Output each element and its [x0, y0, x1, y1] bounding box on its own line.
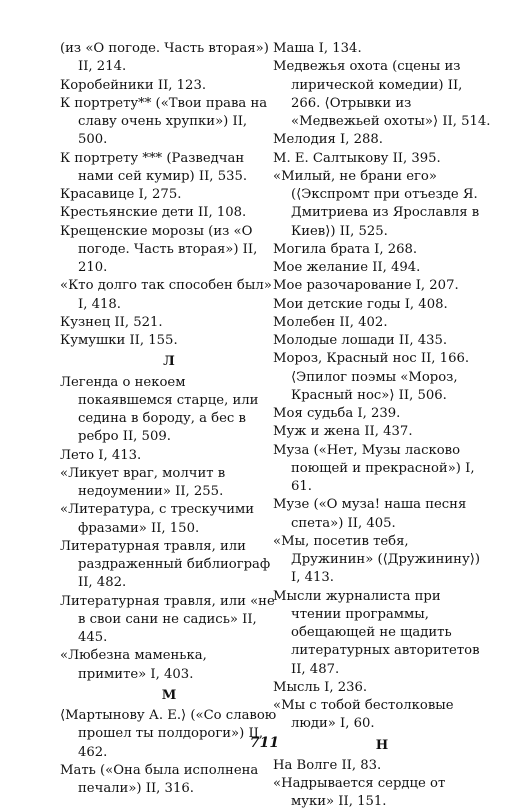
- index-entry: Литературная травля, или раздраженный библиограф II, 482.: [60, 538, 271, 591]
- index-entry: Муза («Нет, Музы ласково поющей и прекрасной») I, 61.: [273, 442, 475, 494]
- index-entry: Мысли журналиста при чтении программы, обещающей не щадить литературных авторитетов II, 487.: [273, 588, 480, 677]
- index-entry: Медвежья охота (сцены из лирической комедии) II, 266. ⟨Отрывки из «Медвежьей охоты»⟩ II, 514.: [273, 59, 491, 129]
- index-entry: «Милый, не брани его» (⟨Экспромт при отъезде Я. Дмитриева из Ярославля в Киев⟩) II, 525.: [273, 168, 480, 239]
- index-entry: Мои детские годы I, 408.: [273, 296, 448, 312]
- index-entry: «Мы, посетив тебя, Дружинин» (⟨Дружинину⟩) I, 413.: [273, 533, 481, 586]
- page-number: 711: [249, 735, 280, 751]
- index-entry: «Любезна маменька, примите» I, 403.: [60, 648, 207, 682]
- index-entry: «Литература, с трескучими фразами» II, 150.: [60, 502, 255, 536]
- index-entry: Музе («О муза! наша песня спета») II, 405.: [273, 497, 467, 531]
- index-entry: Крещенские морозы (из «О погоде. Часть вторая») II, 210.: [60, 223, 258, 275]
- index-entry: Мое желание II, 494.: [273, 260, 421, 275]
- index-entry: Мать («Она была исполнена печали») II, 316.: [60, 762, 259, 796]
- index-entry: Молебен II, 402.: [273, 314, 388, 330]
- index-entry: «Надрывается сердце от муки» II, 151.: [273, 776, 446, 810]
- index-entry: Кумушки II, 155.: [60, 333, 178, 348]
- index-entry: Муж и жена II, 437.: [273, 424, 413, 440]
- index-entry: Крестьянские дети II, 108.: [60, 205, 247, 221]
- index-entry: (из «О погоде. Часть вторая») II, 214.: [60, 41, 269, 75]
- index-entry: Мороз, Красный нос II, 166. ⟨Эпилог поэмы «Мороз, Красный нос»⟩ II, 506.: [273, 351, 470, 403]
- index-entry: «Мы с тобой бестолковые люди» I, 60.: [273, 698, 454, 732]
- section-letter-heading: Л: [163, 354, 175, 370]
- index-entry: Лето I, 413.: [60, 447, 142, 463]
- index-entry: Молодые лошади II, 435.: [273, 333, 448, 348]
- index-entry: К портрету** («Твои права на славу очень хрупки») II, 500.: [60, 95, 268, 148]
- index-entry: К портрету *** (Разведчан нами сей кумир) II, 535.: [60, 150, 248, 184]
- index-entry: На Волге II, 83.: [273, 757, 382, 773]
- index-entry: Легенда о некоем покаявшемся старце, или седина в бороду, а бес в ребро II, 509.: [60, 374, 259, 445]
- left-column: [60, 40, 278, 798]
- section-letter-heading: М: [161, 687, 177, 703]
- index-entry: «Кто долго так способен был» I, 418.: [60, 278, 272, 312]
- index-entry: Моя судьба I, 239.: [273, 406, 401, 421]
- index-entry: Кузнец II, 521.: [60, 314, 163, 330]
- index-entry: ⟨Мартынову А. Е.⟩ («Со славою прошел ты полдороги») II, 462.: [60, 708, 277, 760]
- index-entry: Маша I, 134.: [273, 41, 362, 56]
- index-entry: М. Е. Салтыкову II, 395.: [273, 150, 441, 166]
- right-column: [273, 40, 491, 812]
- index-entry: Могила брата I, 268.: [273, 241, 418, 257]
- index-entry: «Ликует враг, молчит в недоумении» II, 255.: [60, 465, 226, 499]
- index-entry: Мелодия I, 288.: [273, 132, 384, 148]
- index-entry: Красавице I, 275.: [60, 187, 182, 202]
- index-entry: Мое разочарование I, 207.: [273, 278, 459, 294]
- section-letter-heading: Н: [375, 737, 389, 753]
- index-entry: Коробейники II, 123.: [60, 77, 207, 93]
- index-entry: Мысль I, 236.: [273, 679, 368, 695]
- index-entry: Литературная травля, или «не в свои сани не садись» II, 445.: [60, 593, 275, 645]
